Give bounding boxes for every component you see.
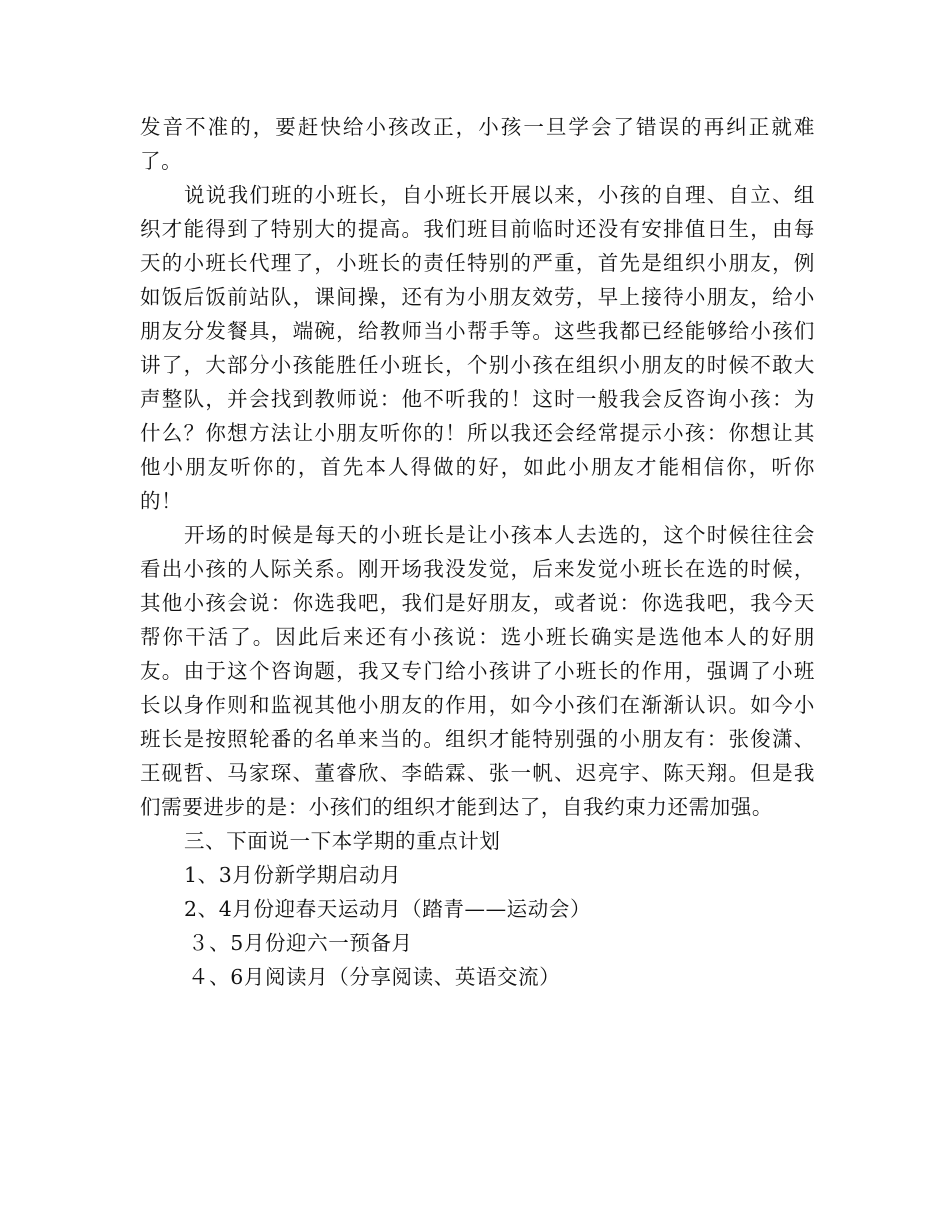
paragraph-class-monitor: 说说我们班的小班长，自小班长开展以来，小孩的自理、自立、组织才能得到了特别大的提高。我们班目前临时还没有安排值日生，由每天的小班长代理了，小班长的责任特别的严重，首先是组织小朋友，例如饭后饭前站队，课间操，还有为小朋友效劳，早上接待小朋友，给小朋友分发餐具，端碗，给教师当小帮手等。这些我都已经能够给小孩们讲了，大部分小孩能胜任小班长，个别小孩在组织小朋友的时候不敢大声整队，并会找到教师说：他不听我的！这时一般我会反咨询小孩：为什么？你想方法让小朋友听你的！所以我还会经常提示小孩：你想让其他小朋友听你的，首先本人得做的好，如此小朋友才能相信你，听你的！ bbox=[140, 183, 815, 513]
paragraph-pronunciation: 发音不准的，要赶快给小孩改正，小孩一旦学会了错误的再纠正就难了。 bbox=[140, 115, 815, 173]
section-heading-semester-plan: 三、下面说一下本学期的重点计划 bbox=[184, 829, 501, 853]
paragraph-monitor-selection: 开场的时候是每天的小班长是让小孩本人去选的，这个时候往往会看出小孩的人际关系。刚开场我没发觉，后来发觉小班长在选的时候，其他小孩会说：你选我吧，我们是好朋友，或者说：你选我吧，我今天帮你干活了。因此后来还有小孩说：选小班长确实是选他本人的好朋友。由于这个咨询题，我又专门给小孩讲了小班长的作用，强调了小班长以身作则和监视其他小朋友的作用，如今小孩们在渐渐认识。如今小班长是按照轮番的名单来当的。组织才能特别强的小朋友有：张俊潇、王砚哲、马家琛、董睿欣、李皓霖、张一帆、迟亮宇、陈天翔。但是我们需要进步的是：小孩们的组织才能到达了，自我约束力还需加强。 bbox=[140, 523, 815, 819]
plan-item-april: 2、4月份迎春天运动月（踏青——运动会） bbox=[184, 897, 592, 921]
document-body bbox=[140, 110, 815, 994]
plan-item-may: ３、5月份迎六一预备月 bbox=[188, 931, 413, 955]
plan-item-june: ４、6月阅读月（分享阅读、英语交流） bbox=[188, 965, 561, 989]
plan-item-march: 1、3月份新学期启动月 bbox=[184, 863, 402, 887]
